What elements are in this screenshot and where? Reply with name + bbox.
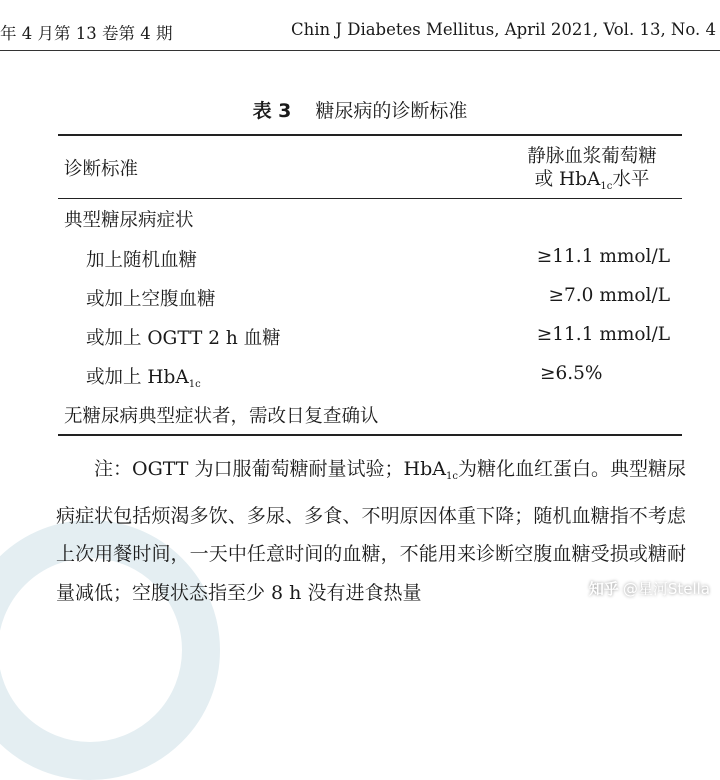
column-header-criteria: 诊断标准 [64, 159, 139, 180]
table-row-label: 无糖尿病典型症状者，需改日复查确认 [64, 406, 379, 427]
zhihu-logo: 知乎 [588, 580, 619, 598]
table-row-label: 或加上 HbA$_{1c}$ [86, 367, 201, 390]
table-row-label: 加上随机血糖 [86, 250, 198, 271]
table-top-rule [58, 134, 682, 136]
zhihu-watermark [589, 578, 710, 599]
journal-running-header [0, 14, 720, 51]
zhihu-username: @星河Stella [622, 580, 710, 598]
table-bottom-rule [58, 434, 682, 436]
column-header-value-line2: 或 HbA$_{1c}$水平 [534, 169, 650, 192]
table-footnote: 注：OGTT 为口服葡萄糖耐量试验；HbA$_{1c}$为糖化血红蛋白。典型糖尿病症状包括烦渴多饮、多尿、多食、不明原因体重下降；随机血糖指不考虑上次用餐时间，一天中任意时间的血糖，不能用来诊断空腹血糖受损或糖耐量减低；空腹状态指至少 8 h 没有进食热量 [56, 458, 686, 604]
column-header-value [492, 145, 692, 198]
table-caption: 糖尿病的诊断标准 [315, 100, 468, 122]
table-row-value: ≥6.5% [540, 363, 603, 384]
table-row-value: ≥11.1 mmol/L [536, 246, 670, 267]
table-row-label: 或加上 OGTT 2 h 血糖 [86, 328, 281, 349]
table-row-label: 典型糖尿病症状 [64, 210, 194, 231]
table-label: 表 3 [252, 100, 292, 122]
column-header-value-line1: 静脉血浆葡萄糖 [527, 146, 657, 167]
header-issue-info: 年 4 月第 13 卷第 4 期 [0, 24, 173, 43]
table-header-rule [58, 198, 682, 199]
table-row-label: 或加上空腹血糖 [86, 289, 216, 310]
table-row-value: ≥7.0 mmol/L [548, 285, 670, 306]
header-journal-citation: Chin J Diabetes Mellitus, April 2021, Vol. 13, No. 4 [290, 20, 716, 39]
table-title [0, 96, 720, 123]
table-row-value: ≥11.1 mmol/L [536, 324, 670, 345]
